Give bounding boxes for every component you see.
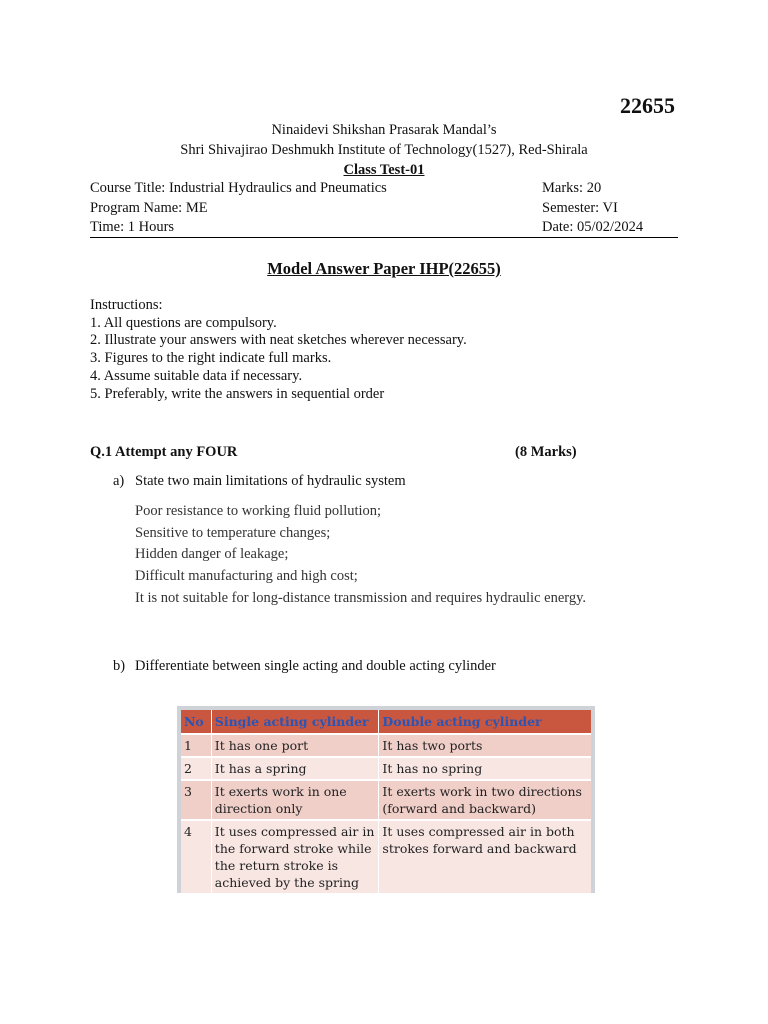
table-row [179, 780, 593, 820]
table-cell: It uses compressed air in the forward stroke while the return stroke is achieved by the spring [211, 820, 379, 893]
answer-line: Sensitive to temperature changes; [135, 525, 331, 541]
table-cell: It exerts work in two directions (forward and backward) [379, 780, 593, 820]
answer-line: It is not suitable for long-distance transmission and requires hydraulic energy. [135, 590, 587, 606]
subquestion-a-text: State two main limitations of hydraulic system [135, 473, 406, 489]
cylinder-comparison-table [177, 706, 595, 893]
subquestion-b-text: Differentiate between single acting and double acting cylinder [135, 658, 496, 674]
marks-total: Marks: 20 [542, 180, 602, 196]
table-header-single: Single acting cylinder [211, 708, 379, 734]
course-title: Course Title: Industrial Hydraulics and Pneumatics [90, 180, 387, 196]
table-cell: 2 [179, 757, 211, 780]
subquestion-a-label: a) [113, 473, 125, 489]
instructions-heading: Instructions: [90, 297, 163, 313]
table-cell: It has no spring [379, 757, 593, 780]
exam-date: Date: 05/02/2024 [542, 219, 644, 235]
organization-name: Ninaidevi Shikshan Prasarak Mandal’s [271, 122, 497, 138]
instruction-item: 5. Preferably, write the answers in sequential order [90, 386, 385, 402]
instruction-item: 1. All questions are compulsory. [90, 315, 277, 331]
table-row [179, 820, 593, 893]
table-row [179, 734, 593, 757]
program-name: Program Name: ME [90, 200, 208, 216]
table-cell: 3 [179, 780, 211, 820]
test-title: Class Test-01 [343, 162, 425, 178]
table-header-row [179, 708, 593, 734]
instruction-item: 4. Assume suitable data if necessary. [90, 368, 303, 384]
semester: Semester: VI [542, 200, 618, 216]
answer-line: Poor resistance to working fluid pollution; [135, 503, 382, 519]
question-1-marks: (8 Marks) [515, 444, 577, 460]
table-cell: It has one port [211, 734, 379, 757]
table-header-double: Double acting cylinder [379, 708, 593, 734]
table-cell: It uses compressed air in both strokes forward and backward [379, 820, 593, 893]
subquestion-b-label: b) [113, 658, 126, 674]
table-cell: It has a spring [211, 757, 379, 780]
paper-title: Model Answer Paper IHP(22655) [267, 259, 501, 278]
table-row [179, 757, 593, 780]
question-1-title: Q.1 Attempt any FOUR [90, 444, 238, 460]
header-divider [90, 237, 678, 238]
table-cell: It has two ports [379, 734, 593, 757]
paper-code: 22655 [620, 93, 675, 118]
answer-line: Hidden danger of leakage; [135, 546, 289, 562]
instruction-item: 2. Illustrate your answers with neat sketches wherever necessary. [90, 332, 467, 348]
instruction-item: 3. Figures to the right indicate full marks. [90, 350, 332, 366]
table-cell: 1 [179, 734, 211, 757]
table-cell: 4 [179, 820, 211, 893]
answer-line: Difficult manufacturing and high cost; [135, 568, 358, 584]
table-cell: It exerts work in one direction only [211, 780, 379, 820]
institute-name: Shri Shivajirao Deshmukh Institute of Technology(1527), Red-Shirala [180, 142, 588, 158]
table-header-no: No [179, 708, 211, 734]
time-allowed: Time: 1 Hours [90, 219, 175, 235]
